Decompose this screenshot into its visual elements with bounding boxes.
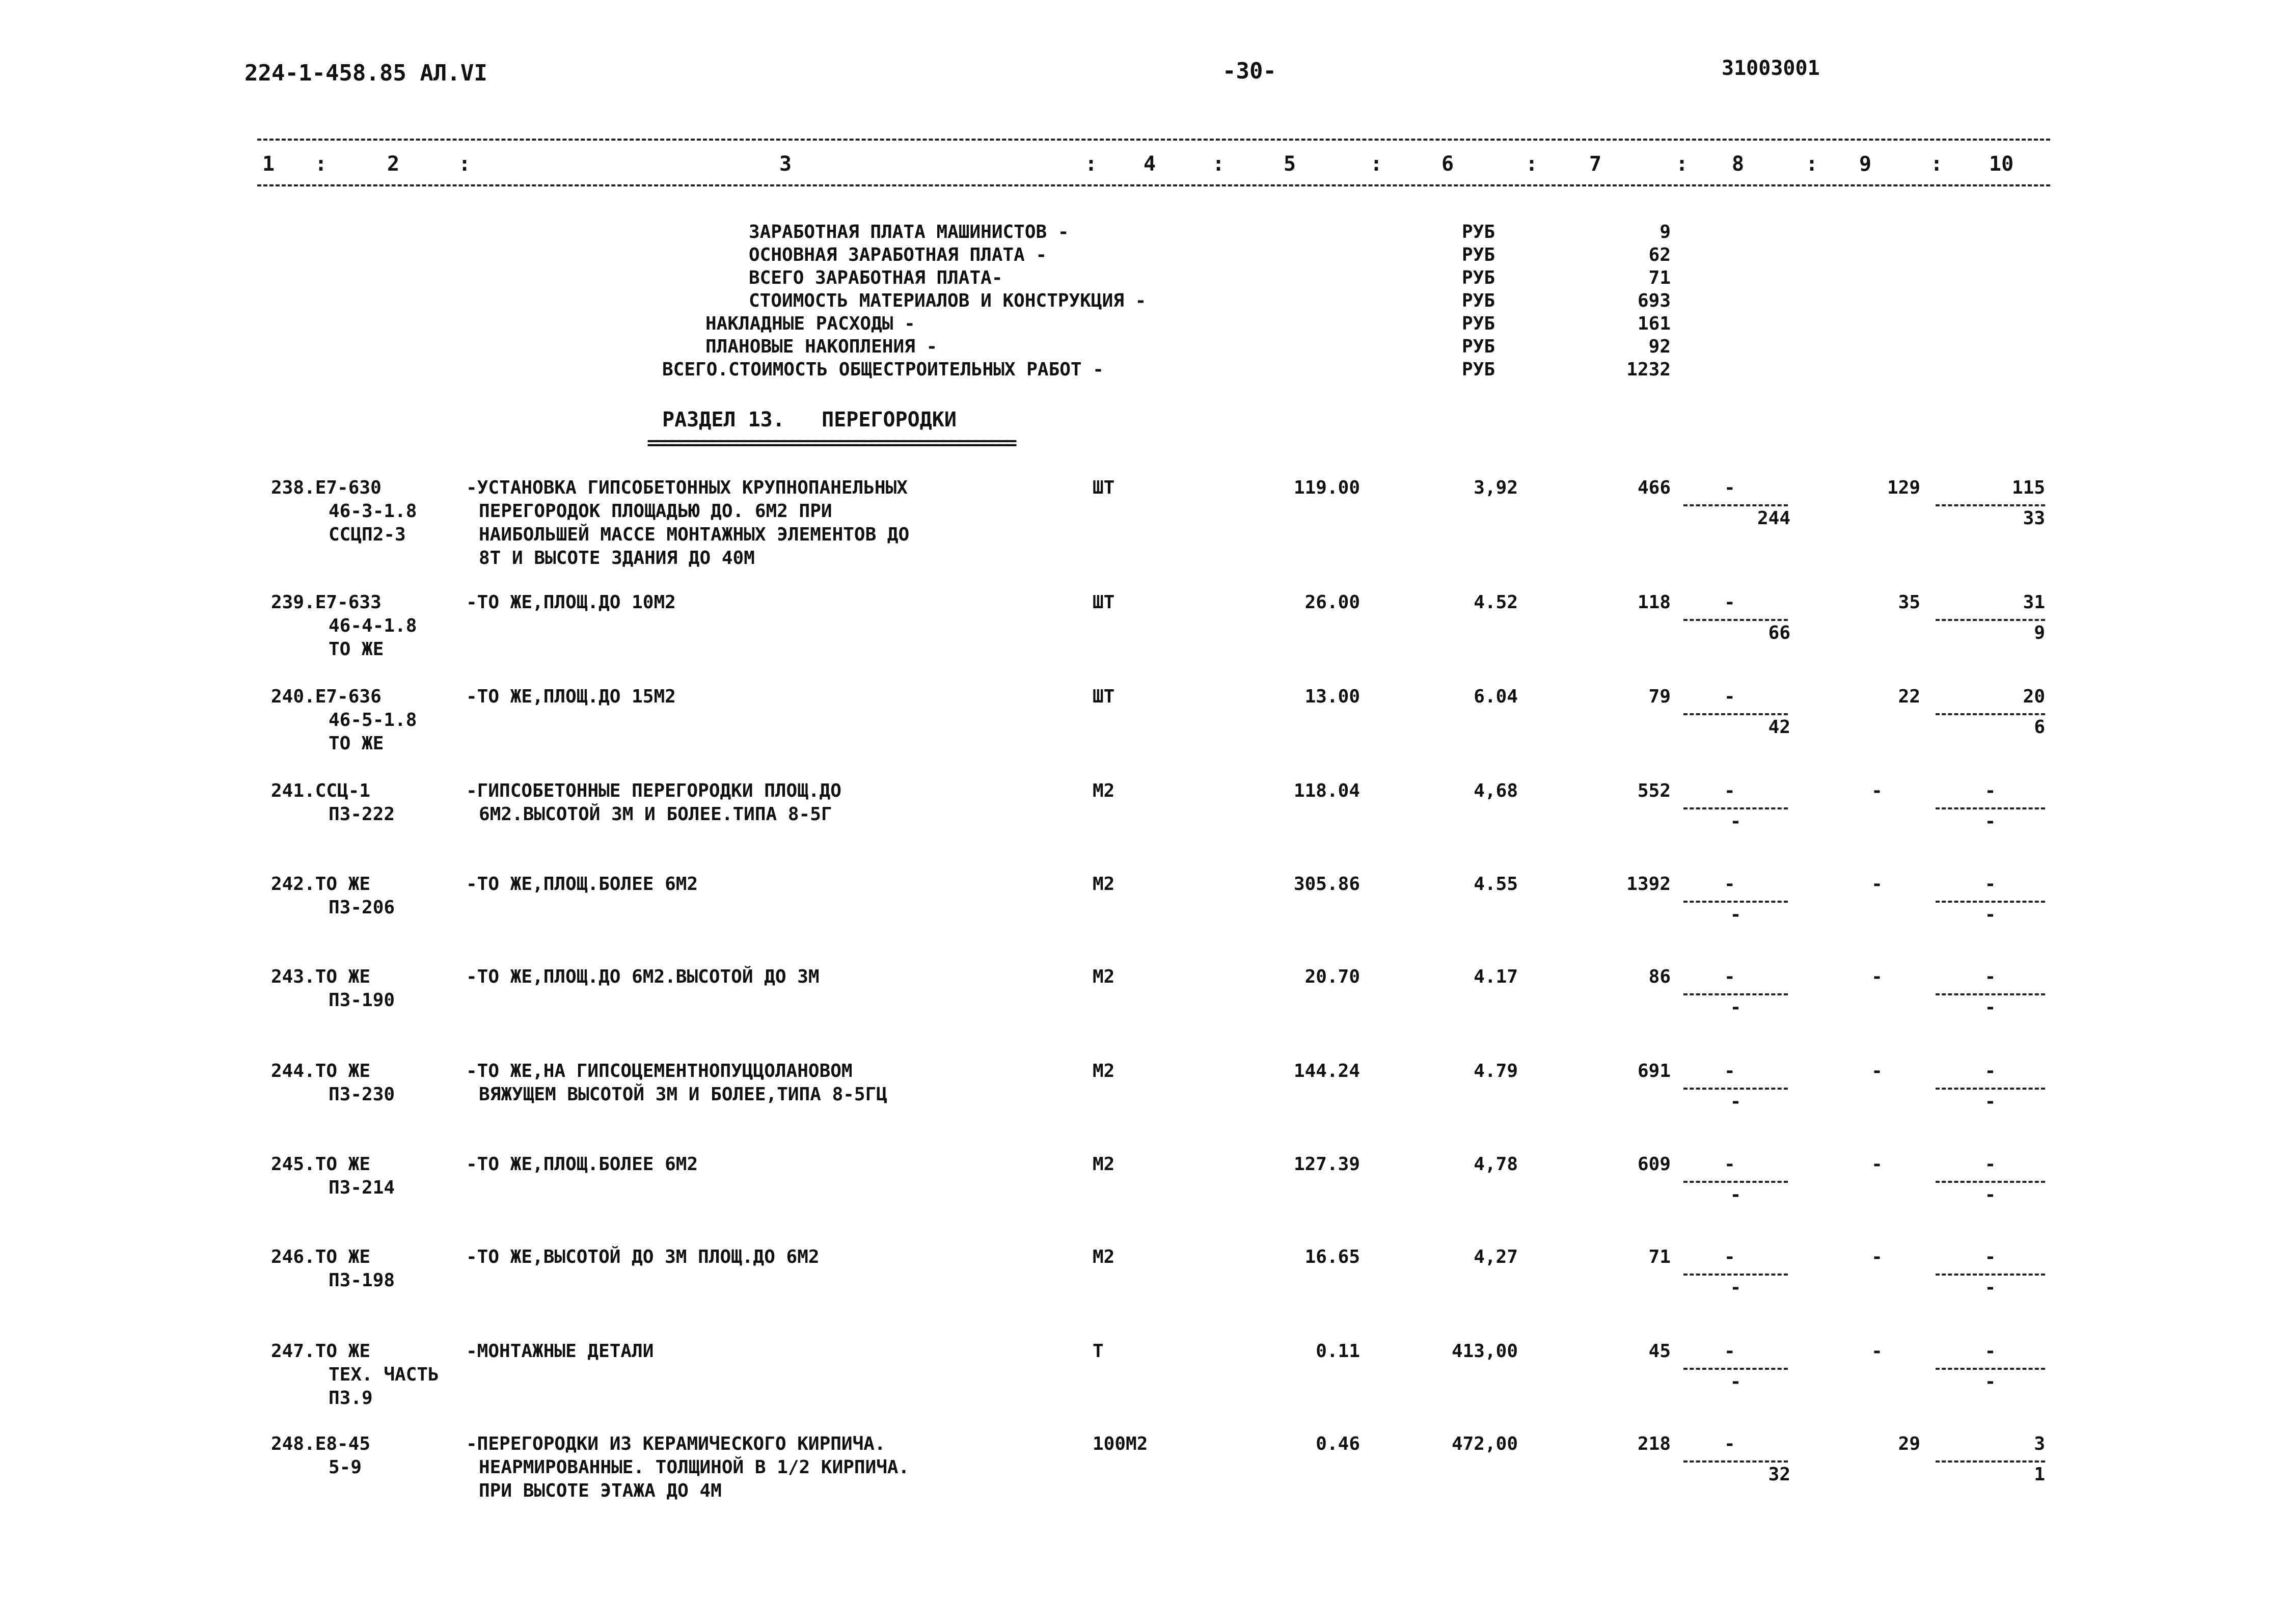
row-col8-fraction-line xyxy=(1683,713,1788,715)
row-quantity: 119.00 xyxy=(1293,477,1360,498)
row-code-line: П3-190 xyxy=(329,990,395,1011)
row-total: 466 xyxy=(1637,477,1671,498)
row-col8-top: - xyxy=(1724,1433,1735,1454)
row-col8-top: - xyxy=(1724,874,1735,895)
row-description-line: -МОНТАЖНЫЕ ДЕТАЛИ xyxy=(466,1341,654,1362)
row-code-line: 244.ТО ЖЕ xyxy=(271,1061,371,1081)
row-col9: - xyxy=(1871,780,1883,801)
row-col10-fraction-line xyxy=(1936,1088,2045,1090)
column-number-1: 1 xyxy=(262,152,275,176)
row-code-line: 241.ССЦ-1 xyxy=(271,780,371,801)
column-separator: : xyxy=(1806,152,1818,176)
row-col8-fraction-line xyxy=(1683,1274,1788,1276)
summary-unit: РУБ xyxy=(1462,336,1495,357)
row-description-line: -ТО ЖЕ,ПЛОЩ.БОЛЕЕ 6М2 xyxy=(466,1154,698,1175)
row-col10-bottom: - xyxy=(1984,1371,1996,1392)
row-description-line: ПЕРЕГОРОДОК ПЛОЩАДЬЮ ДО. 6М2 ПРИ xyxy=(479,501,832,522)
row-col8-fraction-line xyxy=(1683,619,1788,621)
summary-unit: РУБ xyxy=(1462,222,1495,242)
summary-value: 693 xyxy=(1637,290,1671,311)
row-col10-top: - xyxy=(1984,966,1996,987)
summary-value: 1232 xyxy=(1626,359,1671,380)
row-quantity: 20.70 xyxy=(1304,966,1360,987)
column-separator: : xyxy=(1676,152,1689,176)
row-code-line: П3.9 xyxy=(329,1388,373,1409)
row-description-line: -ПЕРЕГОРОДКИ ИЗ КЕРАМИЧЕСКОГО КИРПИЧА. xyxy=(466,1433,886,1454)
row-col8-top: - xyxy=(1724,1247,1735,1267)
row-col8-bottom: 32 xyxy=(1768,1464,1790,1485)
row-col10-fraction-line xyxy=(1936,504,2045,506)
row-col8-fraction-line xyxy=(1683,1368,1788,1370)
column-separator: : xyxy=(1212,152,1225,176)
row-col8-bottom: 66 xyxy=(1768,622,1790,643)
row-description-line: НЕАРМИРОВАННЫЕ. ТОЛЩИНОЙ В 1/2 КИРПИЧА. xyxy=(479,1457,910,1478)
row-col8-bottom: - xyxy=(1730,1091,1741,1112)
column-number-2: 2 xyxy=(387,152,400,176)
row-code-line: ТО ЖЕ xyxy=(329,733,384,754)
row-code-line: П3-222 xyxy=(329,804,395,825)
row-col9: - xyxy=(1871,1061,1883,1081)
row-quantity: 26.00 xyxy=(1304,592,1360,613)
row-code-line: ССЦП2-3 xyxy=(329,524,406,545)
row-quantity: 0.11 xyxy=(1316,1341,1360,1362)
row-col10-bottom: - xyxy=(1984,997,1996,1018)
row-code-line: 248.Е8-45 xyxy=(271,1433,371,1454)
row-total: 86 xyxy=(1648,966,1671,987)
row-unit: ШТ xyxy=(1093,477,1115,498)
row-col9: - xyxy=(1871,966,1883,987)
row-description-line: ВЯЖУЩЕМ ВЫСОТОЙ 3М И БОЛЕЕ,ТИПА 8-5ГЦ xyxy=(479,1084,887,1105)
row-col10-bottom: - xyxy=(1984,904,1996,925)
row-col8-top: - xyxy=(1724,966,1735,987)
sheet-code: 31003001 xyxy=(1722,57,1820,80)
row-unit: ШТ xyxy=(1093,592,1115,613)
row-code-line: 46-3-1.8 xyxy=(329,501,417,522)
row-unit: М2 xyxy=(1093,1154,1115,1175)
row-description-line: 8Т И ВЫСОТЕ ЗДАНИЯ ДО 40М xyxy=(479,548,755,569)
row-col10-fraction-line xyxy=(1936,807,2045,809)
row-col8-top: - xyxy=(1724,1154,1735,1175)
row-total: 691 xyxy=(1637,1061,1671,1081)
summary-unit: РУБ xyxy=(1462,267,1495,288)
column-separator: : xyxy=(1085,152,1098,176)
row-col9: 129 xyxy=(1887,477,1920,498)
column-number-10: 10 xyxy=(1989,152,2014,176)
row-quantity: 305.86 xyxy=(1293,874,1360,895)
summary-unit: РУБ xyxy=(1462,359,1495,380)
row-unit: М2 xyxy=(1093,1247,1115,1267)
row-col10-top: - xyxy=(1984,780,1996,801)
summary-label: ОСНОВНАЯ ЗАРАБОТНАЯ ПЛАТА - xyxy=(749,245,1047,265)
row-unit: М2 xyxy=(1093,1061,1115,1081)
row-col10-bottom: - xyxy=(1984,1184,1996,1205)
row-description-line: 6М2.ВЫСОТОЙ 3М И БОЛЕЕ.ТИПА 8-5Г xyxy=(479,804,832,825)
row-col10-top: - xyxy=(1984,1341,1996,1362)
row-code-line: П3-206 xyxy=(329,897,395,918)
column-number-5: 5 xyxy=(1284,152,1296,176)
row-total: 71 xyxy=(1648,1247,1671,1267)
row-col10-bottom: - xyxy=(1984,1091,1996,1112)
row-code-line: 46-4-1.8 xyxy=(329,615,417,636)
column-separator: : xyxy=(1370,152,1383,176)
row-code-line: 247.ТО ЖЕ xyxy=(271,1341,371,1362)
summary-label: ВСЕГО.СТОИМОСТЬ ОБЩЕСТРОИТЕЛЬНЫХ РАБОТ - xyxy=(662,359,1104,380)
row-total: 79 xyxy=(1648,686,1671,707)
row-quantity: 16.65 xyxy=(1304,1247,1360,1267)
row-total: 218 xyxy=(1637,1433,1671,1454)
row-code-line: П3-230 xyxy=(329,1084,395,1105)
summary-label: ПЛАНОВЫЕ НАКОПЛЕНИЯ - xyxy=(705,336,938,357)
row-col9: - xyxy=(1871,874,1883,895)
row-col10-fraction-line xyxy=(1936,1368,2045,1370)
row-col10-fraction-line xyxy=(1936,1460,2045,1463)
row-col8-fraction-line xyxy=(1683,901,1788,903)
row-col8-top: - xyxy=(1724,1341,1735,1362)
row-code-line: 46-5-1.8 xyxy=(329,710,417,730)
row-unit-price: 4,68 xyxy=(1474,780,1518,801)
row-unit-price: 4,78 xyxy=(1474,1154,1518,1175)
summary-value: 71 xyxy=(1648,267,1671,288)
row-unit-price: 4.52 xyxy=(1474,592,1518,613)
row-unit: Т xyxy=(1093,1341,1104,1362)
row-col8-fraction-line xyxy=(1683,1181,1788,1183)
column-separator: : xyxy=(1930,152,1943,176)
row-unit-price: 4.17 xyxy=(1474,966,1518,987)
page-number: -30- xyxy=(1222,58,1276,84)
column-number-8: 8 xyxy=(1732,152,1745,176)
row-col10-fraction-line xyxy=(1936,1181,2045,1183)
row-col10-bottom: 9 xyxy=(2034,622,2045,643)
header-top-rule xyxy=(257,139,2050,141)
row-col8-top: - xyxy=(1724,592,1735,613)
row-unit: М2 xyxy=(1093,966,1115,987)
column-separator: : xyxy=(315,152,328,176)
row-col8-bottom: - xyxy=(1730,997,1741,1018)
row-col8-fraction-line xyxy=(1683,504,1788,506)
row-unit: М2 xyxy=(1093,874,1115,895)
row-unit-price: 4.55 xyxy=(1474,874,1518,895)
row-col9: 22 xyxy=(1898,686,1920,707)
row-quantity: 0.46 xyxy=(1316,1433,1360,1454)
row-col9: 29 xyxy=(1898,1433,1920,1454)
row-code-line: ТЕХ. ЧАСТЬ xyxy=(329,1364,439,1385)
row-code-line: П3-214 xyxy=(329,1177,395,1198)
row-col8-top: - xyxy=(1724,1061,1735,1081)
row-unit: 100М2 xyxy=(1093,1433,1148,1454)
row-col10-bottom: - xyxy=(1984,1277,1996,1298)
row-col8-fraction-line xyxy=(1683,1088,1788,1090)
row-col10-top: 115 xyxy=(2011,477,2045,498)
row-description-line: ПРИ ВЫСОТЕ ЭТАЖА ДО 4М xyxy=(479,1480,722,1501)
row-col10-top: - xyxy=(1984,1247,1996,1267)
row-code-line: 246.ТО ЖЕ xyxy=(271,1247,371,1267)
row-code-line: 5-9 xyxy=(329,1457,362,1478)
column-number-9: 9 xyxy=(1859,152,1872,176)
section-title: РАЗДЕЛ 13. ПЕРЕГОРОДКИ xyxy=(662,408,957,431)
row-col10-fraction-line xyxy=(1936,713,2045,715)
row-col8-bottom: 42 xyxy=(1768,717,1790,738)
row-col10-top: - xyxy=(1984,1154,1996,1175)
section-underline: ============================================== xyxy=(647,432,1014,453)
summary-value: 92 xyxy=(1648,336,1671,357)
row-description-line: -ТО ЖЕ,ПЛОЩ.ДО 10М2 xyxy=(466,592,676,613)
row-total: 1392 xyxy=(1626,874,1671,895)
row-quantity: 144.24 xyxy=(1293,1061,1360,1081)
row-code-line: 238.Е7-630 xyxy=(271,477,382,498)
row-col10-top: - xyxy=(1984,874,1996,895)
row-quantity: 127.39 xyxy=(1293,1154,1360,1175)
row-col8-bottom: - xyxy=(1730,1184,1741,1205)
summary-value: 161 xyxy=(1637,313,1671,334)
row-col10-fraction-line xyxy=(1936,993,2045,995)
row-col8-bottom: 244 xyxy=(1757,508,1790,529)
row-col8-fraction-line xyxy=(1683,993,1788,995)
summary-unit: РУБ xyxy=(1462,313,1495,334)
row-col10-fraction-line xyxy=(1936,901,2045,903)
row-description-line: -УСТАНОВКА ГИПСОБЕТОННЫХ КРУПНОПАНЕЛЬНЫХ xyxy=(466,477,908,498)
row-col10-top: 3 xyxy=(2034,1433,2045,1454)
row-quantity: 13.00 xyxy=(1304,686,1360,707)
row-description-line: НАИБОЛЬШЕЙ МАССЕ МОНТАЖНЫХ ЭЛЕМЕНТОВ ДО xyxy=(479,524,910,545)
row-total: 552 xyxy=(1637,780,1671,801)
row-code-line: 242.ТО ЖЕ xyxy=(271,874,371,895)
row-unit-price: 4.79 xyxy=(1474,1061,1518,1081)
summary-unit: РУБ xyxy=(1462,245,1495,265)
row-col9: - xyxy=(1871,1247,1883,1267)
row-total: 118 xyxy=(1637,592,1671,613)
summary-unit: РУБ xyxy=(1462,290,1495,311)
row-unit-price: 4,27 xyxy=(1474,1247,1518,1267)
summary-value: 9 xyxy=(1659,222,1671,242)
header-bottom-rule xyxy=(257,184,2050,186)
row-description-line: -ГИПСОБЕТОННЫЕ ПЕРЕГОРОДКИ ПЛОЩ.ДО xyxy=(466,780,841,801)
row-col10-fraction-line xyxy=(1936,1274,2045,1276)
row-col8-fraction-line xyxy=(1683,1460,1788,1463)
document-code: 224-1-458.85 АЛ.VI xyxy=(244,60,487,86)
row-col8-bottom: - xyxy=(1730,1277,1741,1298)
row-description-line: -ТО ЖЕ,ВЫСОТОЙ ДО 3М ПЛОЩ.ДО 6М2 xyxy=(466,1247,820,1267)
row-total: 45 xyxy=(1648,1341,1671,1362)
summary-value: 62 xyxy=(1648,245,1671,265)
row-col9: - xyxy=(1871,1341,1883,1362)
row-col8-top: - xyxy=(1724,686,1735,707)
row-description-line: -ТО ЖЕ,ПЛОЩ.БОЛЕЕ 6М2 xyxy=(466,874,698,895)
column-separator: : xyxy=(1526,152,1538,176)
row-col8-bottom: - xyxy=(1730,811,1741,832)
column-separator: : xyxy=(458,152,471,176)
summary-label: ВСЕГО ЗАРАБОТНАЯ ПЛАТА- xyxy=(749,267,1003,288)
row-col8-bottom: - xyxy=(1730,904,1741,925)
summary-label: ЗАРАБОТНАЯ ПЛАТА МАШИНИСТОВ - xyxy=(749,222,1069,242)
row-unit-price: 6.04 xyxy=(1474,686,1518,707)
row-col9: 35 xyxy=(1898,592,1920,613)
row-unit-price: 472,00 xyxy=(1451,1433,1518,1454)
row-col10-bottom: 6 xyxy=(2034,717,2045,738)
row-unit-price: 413,00 xyxy=(1451,1341,1518,1362)
column-number-4: 4 xyxy=(1144,152,1156,176)
row-col10-fraction-line xyxy=(1936,619,2045,621)
row-code-line: 239.Е7-633 xyxy=(271,592,382,613)
row-col10-bottom: - xyxy=(1984,811,1996,832)
row-col8-top: - xyxy=(1724,780,1735,801)
row-col8-fraction-line xyxy=(1683,807,1788,809)
row-quantity: 118.04 xyxy=(1293,780,1360,801)
row-description-line: -ТО ЖЕ,ПЛОЩ.ДО 15М2 xyxy=(466,686,676,707)
row-code-line: 243.ТО ЖЕ xyxy=(271,966,371,987)
row-unit: М2 xyxy=(1093,780,1115,801)
column-number-7: 7 xyxy=(1589,152,1602,176)
row-col8-top: - xyxy=(1724,477,1735,498)
summary-label: СТОИМОСТЬ МАТЕРИАЛОВ И КОНСТРУКЦИЯ - xyxy=(749,290,1147,311)
row-col10-bottom: 1 xyxy=(2034,1464,2045,1485)
row-code-line: 245.ТО ЖЕ xyxy=(271,1154,371,1175)
row-col10-bottom: 33 xyxy=(2023,508,2045,529)
row-col10-top: 20 xyxy=(2023,686,2045,707)
row-col8-bottom: - xyxy=(1730,1371,1741,1392)
row-col9: - xyxy=(1871,1154,1883,1175)
summary-label: НАКЛАДНЫЕ РАСХОДЫ - xyxy=(705,313,915,334)
row-total: 609 xyxy=(1637,1154,1671,1175)
row-unit-price: 3,92 xyxy=(1474,477,1518,498)
row-col10-top: 31 xyxy=(2023,592,2045,613)
row-description-line: -ТО ЖЕ,ПЛОЩ.ДО 6М2.ВЫСОТОЙ ДО 3М xyxy=(466,966,820,987)
row-description-line: -ТО ЖЕ,НА ГИПСОЦЕМЕНТНОПУЦЦОЛАНОВОМ xyxy=(466,1061,853,1081)
row-code-line: П3-198 xyxy=(329,1270,395,1291)
column-number-6: 6 xyxy=(1441,152,1454,176)
column-number-3: 3 xyxy=(779,152,792,176)
row-code-line: 240.Е7-636 xyxy=(271,686,382,707)
row-code-line: ТО ЖЕ xyxy=(329,639,384,660)
row-unit: ШТ xyxy=(1093,686,1115,707)
row-col10-top: - xyxy=(1984,1061,1996,1081)
